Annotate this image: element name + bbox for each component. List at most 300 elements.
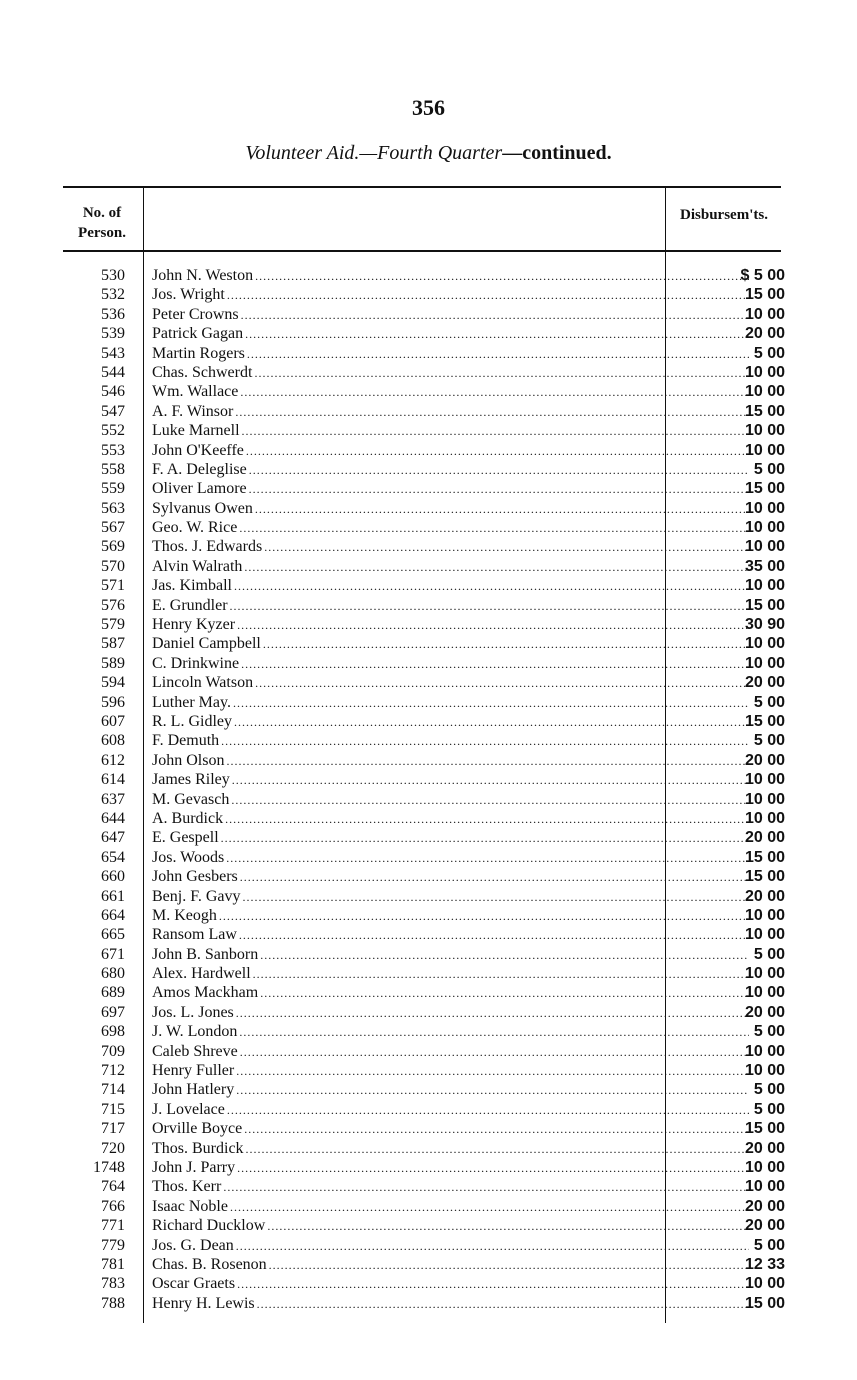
table-row [63,596,793,615]
disbursement-amount: 10 00 [744,422,785,440]
dot-leader [240,1043,749,1062]
person-name: F. A. Deleglise [152,460,247,478]
person-name: Jos. G. Dean [152,1236,234,1254]
person-name: Orville Boyce [152,1120,243,1138]
dot-leader [237,1159,749,1178]
person-number: 671 [101,945,125,963]
person-name: Henry H. Lewis [152,1294,255,1312]
person-number: 654 [101,848,125,866]
disbursement-amount: 20 00 [744,674,785,692]
dot-leader [246,442,749,461]
dot-leader [236,1237,749,1256]
disbursement-amount: 15 00 [744,286,785,304]
table-row [63,344,793,363]
person-name: John J. Parry [152,1158,236,1176]
disbursement-amount: 5 00 [753,1236,785,1254]
person-name-cell [152,305,749,325]
person-name: John Gesbers [152,868,238,886]
disbursement-amount: 10 00 [744,635,785,653]
dot-leader [219,907,749,926]
person-name-cell [152,499,749,519]
dot-leader [236,1004,749,1023]
person-number: 665 [101,926,125,944]
dot-leader [230,597,749,616]
person-name: Jos. L. Jones [152,1003,234,1021]
disbursement-amount: $ 5 00 [740,267,785,284]
person-name-cell [152,712,749,732]
person-name-cell [152,925,749,945]
disbursement-amount: 10 00 [744,1042,785,1060]
disbursement-amount: 10 00 [744,1158,785,1176]
dot-leader [231,791,749,810]
table-body [63,266,793,1313]
person-number: 596 [101,693,125,711]
person-name: J. W. London [152,1023,238,1041]
person-name-cell [152,1022,749,1042]
person-number: 530 [101,267,125,284]
person-number: 532 [101,286,125,304]
disbursement-amount: 20 00 [744,829,785,847]
table-row [63,1158,793,1177]
person-number: 543 [101,344,125,362]
person-number: 647 [101,829,125,847]
disbursement-amount: 10 00 [744,1062,785,1080]
person-name-cell [152,402,749,422]
person-number: 558 [101,460,125,478]
table-row [63,945,793,964]
person-name-cell [152,1119,749,1139]
person-name: Oscar Graets [152,1275,236,1293]
person-number: 637 [101,790,125,808]
disbursement-amount: 15 00 [744,402,785,420]
person-number: 594 [101,674,125,692]
disbursement-amount: 10 00 [744,1275,785,1293]
person-name-cell [152,848,749,868]
table-row [63,305,793,324]
person-name: Chas. B. Rosenon [152,1255,267,1273]
person-number: 717 [101,1120,125,1138]
dot-leader [236,1081,749,1100]
person-number: 712 [101,1062,125,1080]
person-name-cell [152,285,749,305]
table-row [63,1119,793,1138]
person-number: 664 [101,906,125,924]
dot-leader [255,500,749,519]
disbursement-amount: 20 00 [744,1139,785,1157]
disbursement-amount: 10 00 [744,1178,785,1196]
dot-leader [227,1101,749,1120]
person-name-cell [152,479,749,499]
disbursement-amount: 15 00 [744,596,785,614]
table-row [63,887,793,906]
disbursement-amount: 10 00 [744,790,785,808]
disbursement-amount: 10 00 [744,538,785,556]
dot-leader [249,480,749,499]
person-name: Thos. Kerr [152,1178,222,1196]
person-name-cell [152,964,749,984]
disbursement-amount: 30 90 [744,616,785,634]
person-name: M. Keogh [152,906,217,924]
person-name: M. Gevasch [152,790,230,808]
person-number: 1748 [93,1158,125,1176]
person-name: C. Drinkwine [152,654,240,672]
person-name: Alex. Hardwell [152,965,251,983]
person-name-cell [152,1294,749,1314]
person-name-cell [152,1158,749,1178]
person-name-cell [152,421,749,441]
table-row [63,964,793,983]
person-name: Richard Ducklow [152,1217,266,1235]
dot-leader [243,888,750,907]
dot-leader [242,422,749,441]
person-number: 720 [101,1139,125,1157]
person-name: Geo. W. Rice [152,519,238,537]
table-row [63,906,793,925]
dot-leader [240,383,749,402]
person-name-cell [152,460,749,480]
title-continued: —continued. [502,142,612,164]
person-number: 553 [101,441,125,459]
disbursement-amount: 10 00 [744,809,785,827]
person-number: 644 [101,809,125,827]
table-row [63,770,793,789]
person-number: 559 [101,480,125,498]
disbursement-amount: 35 00 [744,557,785,575]
table-top-rule [63,186,781,188]
dot-leader [239,926,749,945]
disbursement-amount: 20 00 [744,1197,785,1215]
table-row [63,731,793,750]
table-row [63,402,793,421]
dot-leader [237,616,749,635]
person-name-cell [152,809,749,829]
dot-leader [233,694,749,713]
disbursement-amount: 5 00 [753,1100,785,1118]
person-name: Luther May. [152,693,231,711]
disbursement-amount: 10 00 [744,926,785,944]
person-number: 766 [101,1197,125,1215]
disbursement-amount: 5 00 [753,1081,785,1099]
dot-leader [226,849,749,868]
table-row [63,828,793,847]
disbursement-amount: 15 00 [744,480,785,498]
disbursement-amount: 10 00 [744,499,785,517]
disbursement-amount: 10 00 [744,654,785,672]
table-row [63,848,793,867]
person-number: 587 [101,635,125,653]
person-name: Thos. Burdick [152,1139,244,1157]
person-name: Caleb Shreve [152,1042,238,1060]
person-name-cell [152,537,749,557]
person-name-cell [152,673,749,693]
dot-leader [255,267,749,286]
person-number: 788 [101,1294,125,1312]
person-name-cell [152,1080,749,1100]
disbursement-amount: 10 00 [744,577,785,595]
disbursement-amount: 5 00 [753,693,785,711]
dot-leader [234,713,749,732]
dot-leader [234,577,749,596]
disbursement-amount: 5 00 [753,460,785,478]
person-name: Amos Mackham [152,984,259,1002]
person-name: Ransom Law [152,926,237,944]
table-row [63,460,793,479]
person-name: Chas. Schwerdt [152,363,253,381]
person-number: 771 [101,1217,125,1235]
table-row [63,751,793,770]
dot-leader [255,674,749,693]
table-row [63,382,793,401]
header-disbursements: Disbursem'ts. [680,207,768,223]
table-row [63,1197,793,1216]
table-row [63,790,793,809]
dot-leader [239,1023,749,1042]
table-row [63,441,793,460]
table-row [63,809,793,828]
person-name-cell [152,1100,749,1120]
person-number: 698 [101,1023,125,1041]
dot-leader [230,1198,749,1217]
person-name: Jos. Wright [152,286,225,304]
person-name: Lincoln Watson [152,674,254,692]
dot-leader [267,1217,749,1236]
person-name: John O'Keeffe [152,441,244,459]
disbursement-amount: 10 00 [744,771,785,789]
table-row [63,518,793,537]
person-name-cell [152,557,749,577]
person-number: 680 [101,965,125,983]
person-number: 579 [101,616,125,634]
person-name: Luke Marnell [152,422,240,440]
person-name-cell [152,731,749,751]
disbursement-amount: 15 00 [744,1294,785,1312]
person-name-cell [152,1216,749,1236]
person-name: Daniel Campbell [152,635,261,653]
dot-leader [237,1275,749,1294]
dot-leader [236,1062,749,1081]
page-title [0,142,857,165]
person-name: Patrick Gagan [152,325,244,343]
table-row [63,1274,793,1293]
disbursement-amount: 10 00 [744,363,785,381]
person-number: 697 [101,1003,125,1021]
table-header-rule [63,250,781,252]
person-name-cell [152,576,749,596]
person-name: Benj. F. Gavy [152,887,241,905]
table-row [63,693,793,712]
disbursement-amount: 20 00 [744,1003,785,1021]
person-number: 552 [101,422,125,440]
dot-leader [254,364,749,383]
dot-leader [223,1178,749,1197]
disbursement-amount: 5 00 [753,732,785,750]
table-row [63,479,793,498]
dot-leader [225,810,749,829]
person-name: Thos. J. Edwards [152,538,263,556]
person-name: Wm. Wallace [152,383,239,401]
disbursement-amount: 20 00 [744,887,785,905]
disbursement-amount: 10 00 [744,519,785,537]
person-number: 660 [101,868,125,886]
dot-leader [221,829,749,848]
person-number: 569 [101,538,125,556]
person-number: 589 [101,654,125,672]
person-number: 709 [101,1042,125,1060]
header-person-number: No. of Person. [78,205,126,241]
person-name: John B. Sanborn [152,945,259,963]
person-name-cell [152,344,749,364]
person-number: 571 [101,577,125,595]
table-row [63,557,793,576]
dot-leader [257,1295,749,1314]
disbursement-amount: 10 00 [744,984,785,1002]
person-name-cell [152,770,749,790]
person-name-cell [152,751,749,771]
person-name: Henry Fuller [152,1062,235,1080]
disbursement-amount: 20 00 [744,1217,785,1235]
person-name: Jas. Kimball [152,577,232,595]
table-row [63,1216,793,1235]
table-row [63,537,793,556]
dot-leader [260,946,749,965]
person-name-cell [152,867,749,887]
dot-leader [253,965,749,984]
person-number: 546 [101,383,125,401]
dot-leader [269,1256,749,1275]
person-name: A. F. Winsor [152,402,234,420]
dot-leader [246,1140,749,1159]
person-number: 570 [101,557,125,575]
table-row [63,266,793,285]
person-name: John N. Weston [152,267,254,284]
disbursement-amount: 10 00 [744,965,785,983]
table-row [63,576,793,595]
table-row [63,499,793,518]
disbursement-amount: 15 00 [744,712,785,730]
table-row [63,1139,793,1158]
person-number: 689 [101,984,125,1002]
person-name: J. Lovelace [152,1100,225,1118]
dot-leader [240,868,749,887]
table-row [63,1294,793,1313]
person-number: 661 [101,887,125,905]
person-number: 563 [101,499,125,517]
dot-leader [244,1120,749,1139]
table-row [63,712,793,731]
dot-leader [241,306,749,325]
person-number: 781 [101,1255,125,1273]
table-row [63,634,793,653]
table-row [63,925,793,944]
table-row [63,363,793,382]
person-name: Martin Rogers [152,344,245,362]
person-name: R. L. Gidley [152,712,232,730]
disbursement-amount: 15 00 [744,868,785,886]
dot-leader [235,403,749,422]
person-name-cell [152,615,749,635]
person-name-cell [152,1042,749,1062]
person-name-cell [152,266,749,286]
person-name: E. Grundler [152,596,228,614]
person-name-cell [152,1197,749,1217]
table-row [63,1003,793,1022]
person-number: 608 [101,732,125,750]
person-name: John Hatlery [152,1081,235,1099]
disbursement-amount: 15 00 [744,848,785,866]
table-row [63,1022,793,1041]
person-name: Alvin Walrath [152,557,243,575]
person-number: 764 [101,1178,125,1196]
person-number: 547 [101,402,125,420]
person-name: Sylvanus Owen [152,499,253,517]
person-name-cell [152,828,749,848]
person-number: 779 [101,1236,125,1254]
person-name-cell [152,1255,749,1275]
disbursement-amount: 10 00 [744,305,785,323]
person-name-cell [152,1003,749,1023]
table-row [63,867,793,886]
dot-leader [232,771,749,790]
person-name-cell [152,382,749,402]
person-name-cell [152,1236,749,1256]
person-name: Peter Crowns [152,305,239,323]
disbursement-amount: 5 00 [753,344,785,362]
dot-leader [249,461,749,480]
person-name-cell [152,1177,749,1197]
person-number: 567 [101,519,125,537]
person-number: 539 [101,325,125,343]
person-name: James Riley [152,771,230,789]
disbursement-amount: 20 00 [744,751,785,769]
table-row [63,324,793,343]
dot-leader [241,655,749,674]
table-row [63,1080,793,1099]
person-name: Isaac Noble [152,1197,228,1215]
table-row [63,615,793,634]
person-name-cell [152,887,749,907]
page-number: 356 [412,95,445,120]
disbursement-amount: 10 00 [744,383,785,401]
disbursement-amount: 15 00 [744,1120,785,1138]
table-row [63,654,793,673]
person-name-cell [152,441,749,461]
person-name: E. Gespell [152,829,219,847]
table-row [63,1236,793,1255]
person-name-cell [152,693,749,713]
person-name-cell [152,1061,749,1081]
person-name-cell [152,983,749,1003]
person-name-cell [152,1274,749,1294]
person-number: 576 [101,596,125,614]
person-number: 715 [101,1100,125,1118]
person-number: 614 [101,771,125,789]
person-name: John Olson [152,751,225,769]
dot-leader [221,732,749,751]
person-name: F. Demuth [152,732,220,750]
person-number: 714 [101,1081,125,1099]
person-number: 536 [101,305,125,323]
person-name: Henry Kyzer [152,616,236,634]
dot-leader [245,325,749,344]
person-number: 612 [101,751,125,769]
person-name: Jos. Woods [152,848,225,866]
dot-leader [260,984,749,1003]
table-row [63,673,793,692]
person-name-cell [152,518,749,538]
person-name-cell [152,634,749,654]
person-name: Oliver Lamore [152,480,247,498]
table-row [63,285,793,304]
